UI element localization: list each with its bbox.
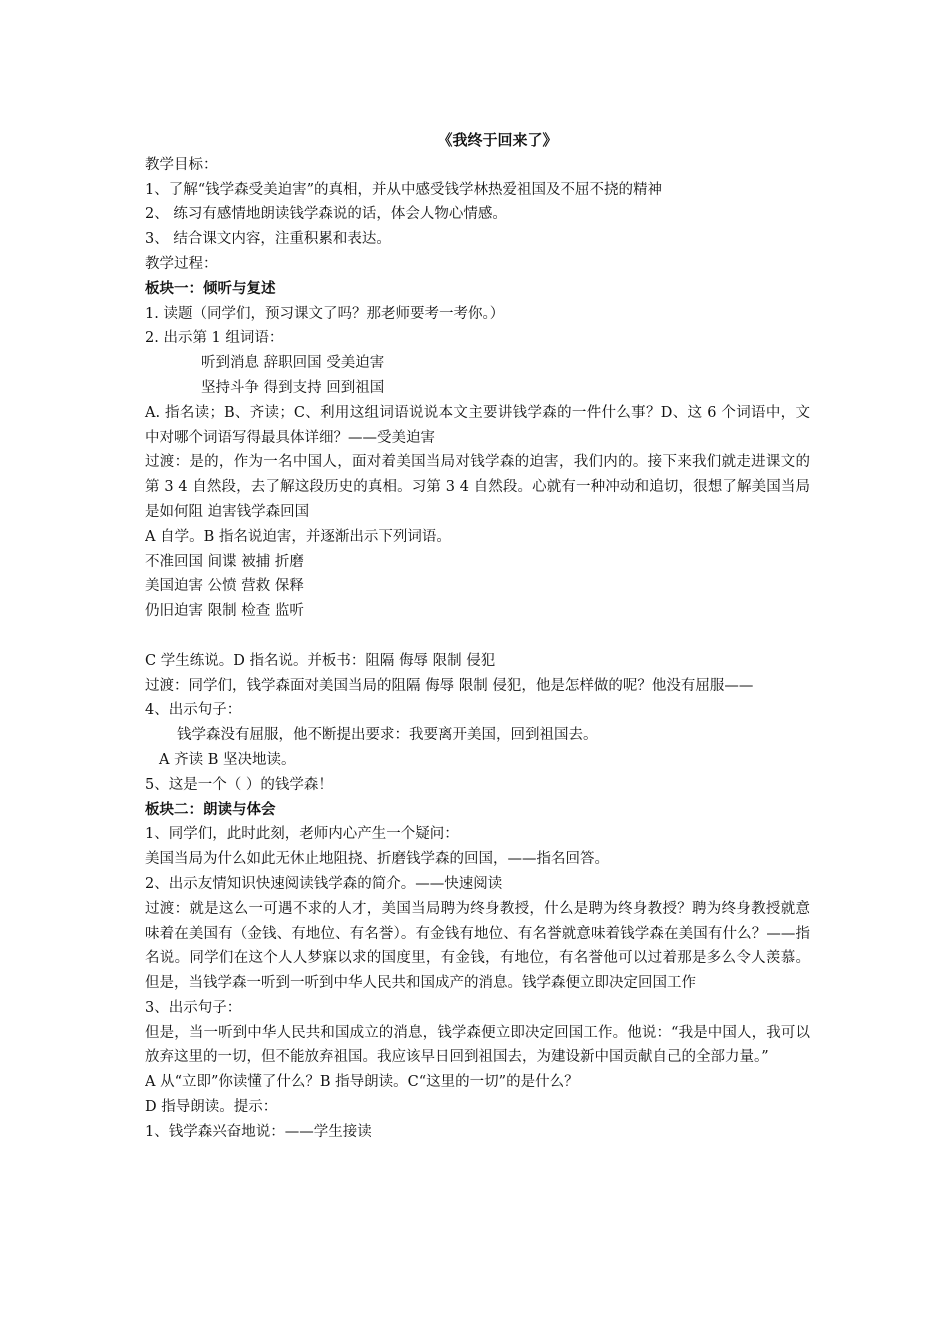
paragraph: 过渡：是的，作为一名中国人，面对着美国当局对钱学森的迫害，我们内的。接下来我们就走进课文的第 3 4 自然段，去了解这段历史的真相。习第 3 4 自然段。心就有一种冲动和追切，很想了解美国当局是如何阻 迫害钱学森回国 [145, 454, 810, 520]
text-line: 教学目标： [145, 156, 218, 173]
text-line: 2、 练习有感情地朗读钱学森说的话，体会人物心情感。 [145, 206, 507, 223]
word-group-line: 坚持斗争 得到支持 回到祖国 [201, 379, 385, 396]
paragraph: 过渡：同学们，钱学森面对美国当局的阻隔 侮辱 限制 侵犯，他是怎样做的呢？他没有屈服—— [145, 677, 754, 694]
paragraph: 但是，当一听到中华人民共和国成立的消息，钱学森便立即决定回国工作。他说：“我是中国人，我可以放弃这里的一切，但不能放弃祖国。我应该早日回到祖国去，为建设新中国贡献自己的全部力量。” [145, 1024, 810, 1066]
text-line: 1、钱学森兴奋地说：——学生接读 [145, 1123, 372, 1140]
text-line: 3、出示句子： [145, 999, 242, 1016]
blank-line [145, 624, 810, 649]
text-line: 5、这是一个（ ）的钱学森！ [145, 776, 333, 793]
text-line: D 指导朗读。提示： [145, 1099, 278, 1116]
text-line: 美国当局为什么如此无休止地阻挠、折磨钱学森的回国，——指名回答。 [145, 851, 609, 868]
document-page [145, 128, 810, 1145]
text-line: 1、同学们，此时此刻，老师内心产生一个疑问： [145, 826, 459, 843]
text-line: 2. 出示第 1 组词语： [145, 330, 284, 347]
text-line: 3、 结合课文内容，注重积累和表达。 [145, 231, 391, 248]
text-line: 教学过程： [145, 255, 218, 272]
paragraph: 过渡：就是这么一可遇不求的人才，美国当局聘为终身教授，什么是聘为终身教授？聘为终身教授就意味着在美国有（金钱、有地位、有名誉）。有金钱有地位、有名誉就意味着钱学森在美国有什么？——指名说。同学们在这个人人梦寐以求的国度里，有金钱，有地位，有名誉他可以过着那是多么令人羡慕。但是，当钱学森一听到一听到中华人民共和国成产的消息。钱学森便立即决定回国工作 [145, 900, 810, 992]
text-line: A 自学。B 指名说迫害，并逐渐出示下列词语。 [145, 528, 451, 545]
paragraph: A. 指名读；B、齐读；C、利用这组词语说说本文主要讲钱学森的一件什么事？D、这 6 个词语中，文中对哪个词语写得最具体详细？——受美迫害 [145, 404, 810, 446]
document-title: 《我终于回来了》 [437, 131, 558, 149]
word-group-line: 不准回国 间谍 被捕 折磨 [145, 553, 304, 570]
text-line: A 从“立即”你读懂了什么？B 指导朗读。C“这里的一切”的是什么？ [145, 1074, 579, 1091]
word-group-line: 美国迫害 公愤 营救 保释 [145, 578, 304, 595]
text-line: 1、了解“钱学森受美迫害”的真相，并从中感受钱学林热爱祖国及不屈不挠的精神 [145, 181, 663, 198]
text-line: C 学生练说。D 指名说。并板书：阻隔 侮辱 限制 侵犯 [145, 652, 496, 669]
word-group-line: 听到消息 辞职回国 受美迫害 [201, 355, 385, 372]
word-group-line: 仍旧迫害 限制 检查 监听 [145, 603, 304, 620]
text-line: 1. 读题（同学们，预习课文了吗？那老师要考一考你。） [145, 305, 505, 322]
section-heading: 板块一：倾听与复述 [145, 280, 276, 297]
section-heading: 板块二：朗读与体会 [145, 801, 276, 818]
text-line: A 齐读 B 坚决地读。 [159, 751, 296, 768]
text-line: 2、出示友情知识快速阅读钱学森的简介。——快速阅读 [145, 875, 503, 892]
text-line: 4、出示句子： [145, 702, 242, 719]
quote-line: 钱学森没有屈服，他不断提出要求：我要离开美国，回到祖国去。 [177, 727, 598, 744]
